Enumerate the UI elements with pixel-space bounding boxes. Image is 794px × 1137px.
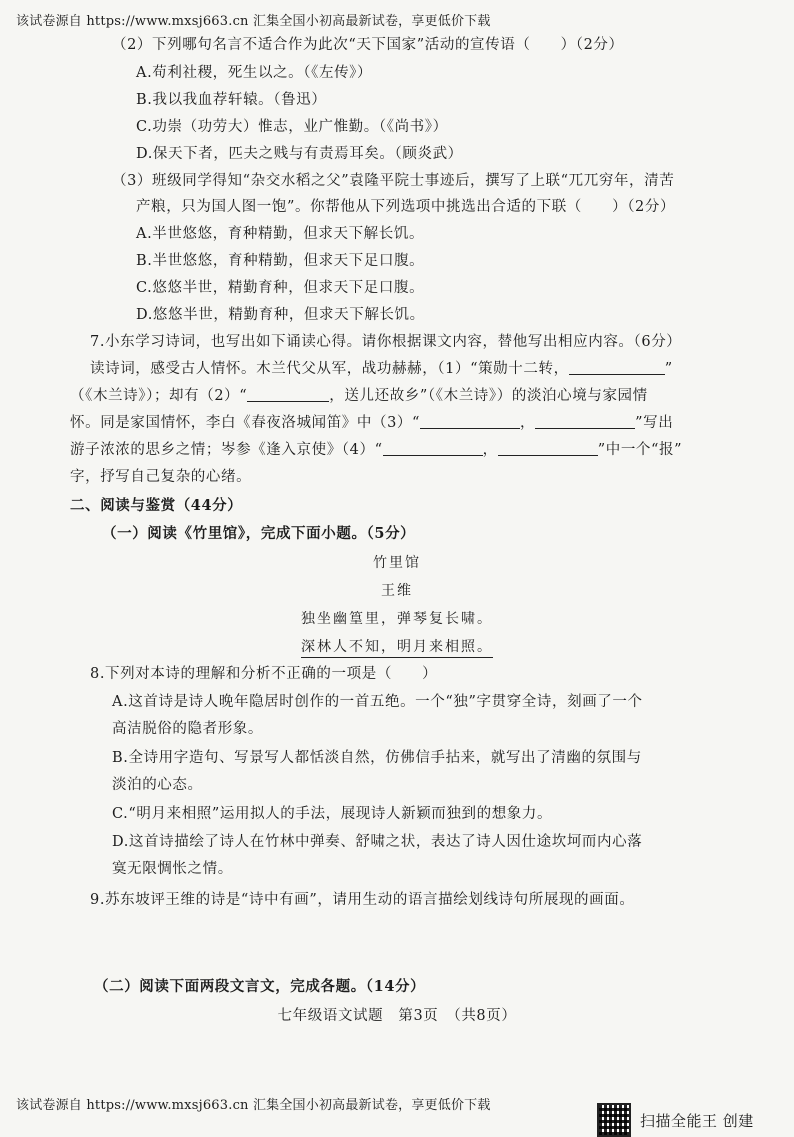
q7-line4-text-c: ”写出 — [635, 415, 674, 431]
q6-3-stem-line2: 产粮，只为国人图一饱”。你帮他从下列选项中挑选出合适的下联（ ）（2分） — [136, 199, 676, 215]
page-number-footer: 七年级语文试题 第3页 （共8页） — [277, 1008, 517, 1024]
q7-blank-4b[interactable] — [498, 441, 598, 456]
q7-blank-1[interactable] — [569, 360, 665, 375]
poem-line-2-wrap — [0, 636, 794, 656]
q7-line2 — [90, 357, 673, 378]
q7-stem: 7.小东学习诗词，也写出如下诵读心得。请你根据课文内容，替他写出相应内容。（6分） — [90, 334, 682, 350]
q8-option-a-line1: A.这首诗是诗人晚年隐居时创作的一首五绝。一个“独”字贯穿全诗，刻画了一个 — [112, 694, 643, 710]
q6-3-option-d: D.悠悠半世，精勤育种，但求天下解长饥。 — [136, 307, 425, 323]
scanner-watermark: 扫描全能王 创建 — [640, 1112, 754, 1130]
q6-3-option-a: A.半世悠悠，育种精勤，但求天下解长饥。 — [136, 226, 425, 242]
q7-line4-text-a: 怀。同是家国情怀，李白《春夜洛城闻笛》中（3）“ — [70, 415, 421, 431]
q6-2-option-a: A.苟利社稷，死生以之。（《左传》） — [136, 65, 373, 81]
q6-3-stem-line1: （3）班级同学得知“杂交水稻之父”袁隆平院士事迹后，撰写了上联“兀兀穷年，清苦 — [112, 173, 675, 189]
q7-line2-text: 读诗词，感受古人情怀。木兰代父从军，战功赫赫，（1）“策勋十二转， — [90, 361, 569, 377]
q6-2-option-b: B.我以我血荐轩辕。（鲁迅） — [136, 92, 327, 108]
q7-line4 — [70, 411, 673, 432]
q8-option-d-line2: 寞无限惆怅之情。 — [112, 861, 233, 877]
poem-line-1: 独坐幽篁里，弹琴复长啸。 — [301, 611, 493, 627]
poem-title: 竹里馆 — [373, 555, 421, 571]
q6-3-option-c: C.悠悠半世，精勤育种，但求天下足口腹。 — [136, 280, 425, 296]
q7-blank-3a[interactable] — [420, 414, 520, 429]
q8-option-d-line1: D.这首诗描绘了诗人在竹林中弹奏、舒啸之状，表达了诗人因仕途坎坷而内心落 — [112, 834, 643, 850]
q7-blank-2[interactable] — [247, 387, 329, 402]
q6-3-option-b: B.半世悠悠，育种精勤，但求天下足口腹。 — [136, 253, 425, 269]
q9-stem: 9.苏东坡评王维的诗是“诗中有画”，请用生动的语言描绘划线诗句所展现的画面。 — [90, 892, 635, 908]
qr-code-icon — [597, 1103, 631, 1137]
q8-option-c: C.“明月来相照”运用拟人的手法，展现诗人新颖而独到的想象力。 — [112, 806, 553, 822]
section-2-title: 二、阅读与鉴赏（44分） — [70, 497, 243, 514]
poem-author: 王维 — [381, 583, 413, 599]
footer-source-note: 该试卷源自 https://www.mxsj663.cn 汇集全国小初高最新试卷，享更低价下载 — [16, 1098, 491, 1113]
part-2-title: （二）阅读下面两段文言文，完成各题。（14分） — [94, 978, 426, 995]
q7-line6: 字，抒写自己复杂的心绪。 — [70, 469, 252, 485]
q8-stem: 8.下列对本诗的理解和分析不正确的一项是（ ） — [90, 666, 438, 682]
q6-2-option-d: D.保天下者，匹夫之贱与有责焉耳矣。（顾炎武） — [136, 146, 463, 162]
q7-line4-comma: ， — [520, 415, 536, 431]
q6-2-option-c: C.功崇（功劳大）惟志，业广惟勤。（《尚书》） — [136, 119, 448, 135]
q7-line5-text-a: 游子浓浓的思乡之情；岑参《逢入京使》（4）“ — [70, 442, 383, 458]
q7-line5-comma: ， — [482, 442, 498, 458]
header-source-note: 该试卷源自 https://www.mxsj663.cn 汇集全国小初高最新试卷，享更低价下载 — [16, 14, 491, 29]
part-1-title: （一）阅读《竹里馆》，完成下面小题。（5分） — [102, 525, 416, 542]
poem-line-2: 深林人不知，明月来相照。 — [301, 639, 493, 658]
q7-line5 — [70, 438, 682, 459]
q8-option-b-line1: B.全诗用字造句、写景写人都恬淡自然，仿佛信手拈来，就写出了清幽的氛围与 — [112, 750, 642, 766]
q8-option-a-line2: 高洁脱俗的隐者形象。 — [112, 721, 263, 737]
q8-option-b-line2: 淡泊的心态。 — [112, 777, 203, 793]
q6-2-stem: （2）下列哪句名言不适合作为此次“天下国家”活动的宣传语（ ）（2分） — [112, 37, 624, 53]
q7-blank-4a[interactable] — [383, 441, 483, 456]
q7-blank-3b[interactable] — [535, 414, 635, 429]
q7-line5-text-c: ”中一个“报” — [597, 442, 683, 458]
q7-line3 — [70, 384, 648, 405]
q7-line2-close: ” — [664, 361, 673, 377]
q7-line3-text-b: ，送儿还故乡”（《木兰诗》）的淡泊心境与家园情 — [329, 388, 648, 404]
q7-line3-text-a: （《木兰诗》）；却有（2）“ — [70, 388, 248, 404]
